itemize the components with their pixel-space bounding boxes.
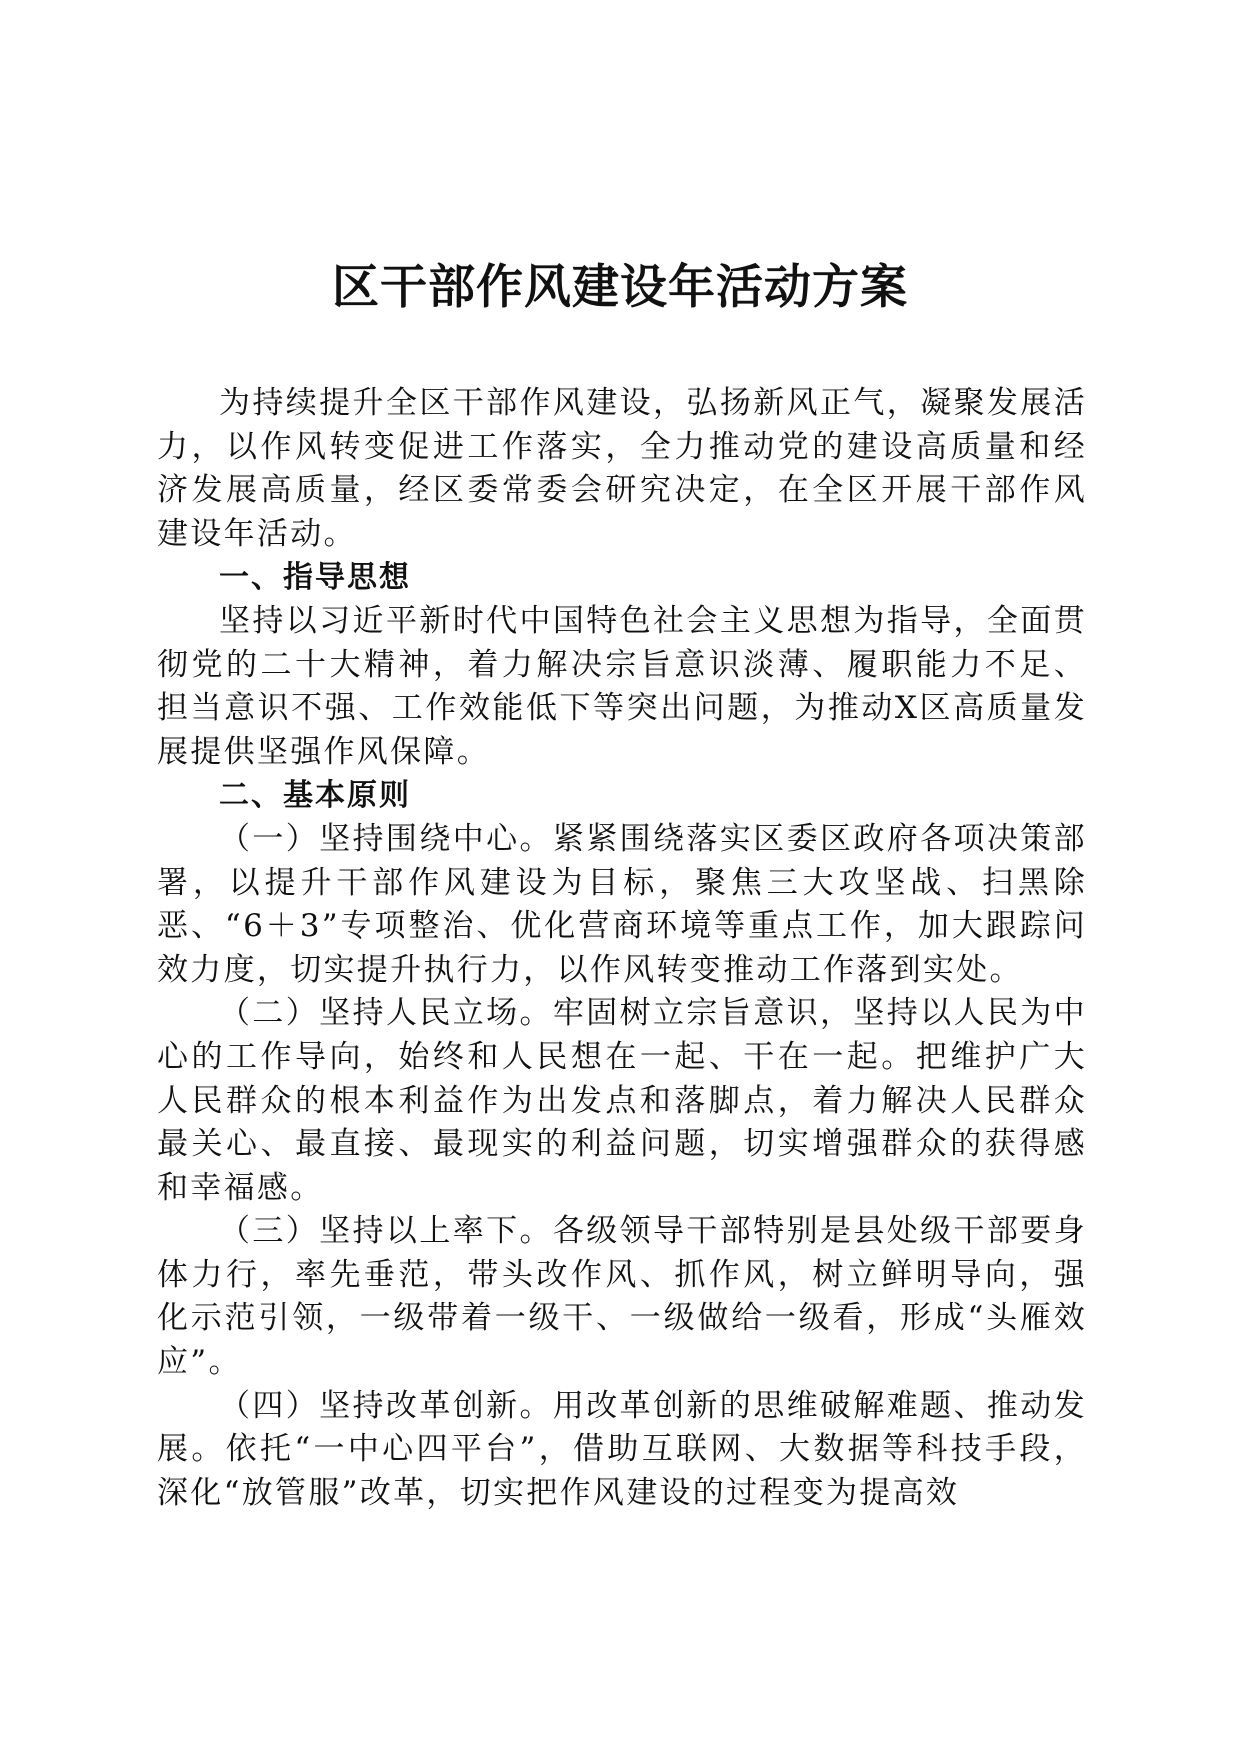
document-title: 区干部作风建设年活动方案 — [332, 260, 908, 315]
principle-paragraph-4 — [157, 1385, 1087, 1516]
intro-paragraph: 为持续提升全区干部作风建设，弘扬新风正气，凝聚发展活力，以作风转变促进工作落实，全力推动党的建设高质量和经济发展高质量，经区委常委会研究决定，在全区开展干部作风建设年活动。 — [157, 385, 1087, 552]
principle-paragraph-1 — [157, 818, 1087, 992]
guiding-ideology-paragraph: 坚持以习近平新时代中国特色社会主义思想为指导，全面贯彻党的二十大精神，着力解决宗旨意识淡薄、履职能力不足、担当意识不强、工作效能低下等突出问题，为推动X区高质量发展提供坚强作风保障。 — [157, 602, 1087, 770]
principle-lead-4: （四）坚持改革创新。 — [219, 1387, 553, 1424]
section-heading-basic-principles: 二、基本原则 — [219, 778, 411, 814]
principle-text-4: 用改革创新的思维破解难题、推动发展。依托“一中心四平台”，借助互联网、大数据等科技手段，深化“放管服”改革，切实把作风建设的过程变为提高效 — [157, 1387, 1087, 1511]
principle-text-2: 牢固树立宗旨意识，坚持以人民为中心的工作导向，始终和人民想在一起、干在一起。把维护广大人民群众的根本利益作为出发点和落脚点，着力解决人民群众最关心、最直接、最现实的利益问题，切实增强群众的获得感和幸福感。 — [157, 995, 1087, 1206]
principle-text-1: 紧紧围绕落实区委区政府各项决策部署，以提升干部作风建设为目标，聚焦三大攻坚战、扫黑除恶、“6＋3”专项整治、优化营商环境等重点工作，加大跟踪问效力度，切实提升执行力，以作风转变推动工作落到实处。 — [157, 820, 1087, 988]
principle-lead-1: （一）坚持围绕中心。 — [219, 820, 553, 857]
principle-text-3: 各级领导干部特别是县处级干部要身体力行，率先垂范，带头改作风、抓作风，树立鲜明导向，强化示范引领，一级带着一级干、一级做给一级看，形成“头雁效应”。 — [157, 1213, 1087, 1381]
principle-lead-3: （三）坚持以上率下。 — [219, 1213, 553, 1250]
principle-paragraph-3 — [157, 1210, 1087, 1384]
document-body — [157, 382, 1087, 1515]
section-heading-guiding-ideology: 一、指导思想 — [219, 560, 411, 596]
principle-lead-2: （二）坚持人民立场。 — [219, 995, 553, 1032]
principle-paragraph-2 — [157, 992, 1087, 1210]
